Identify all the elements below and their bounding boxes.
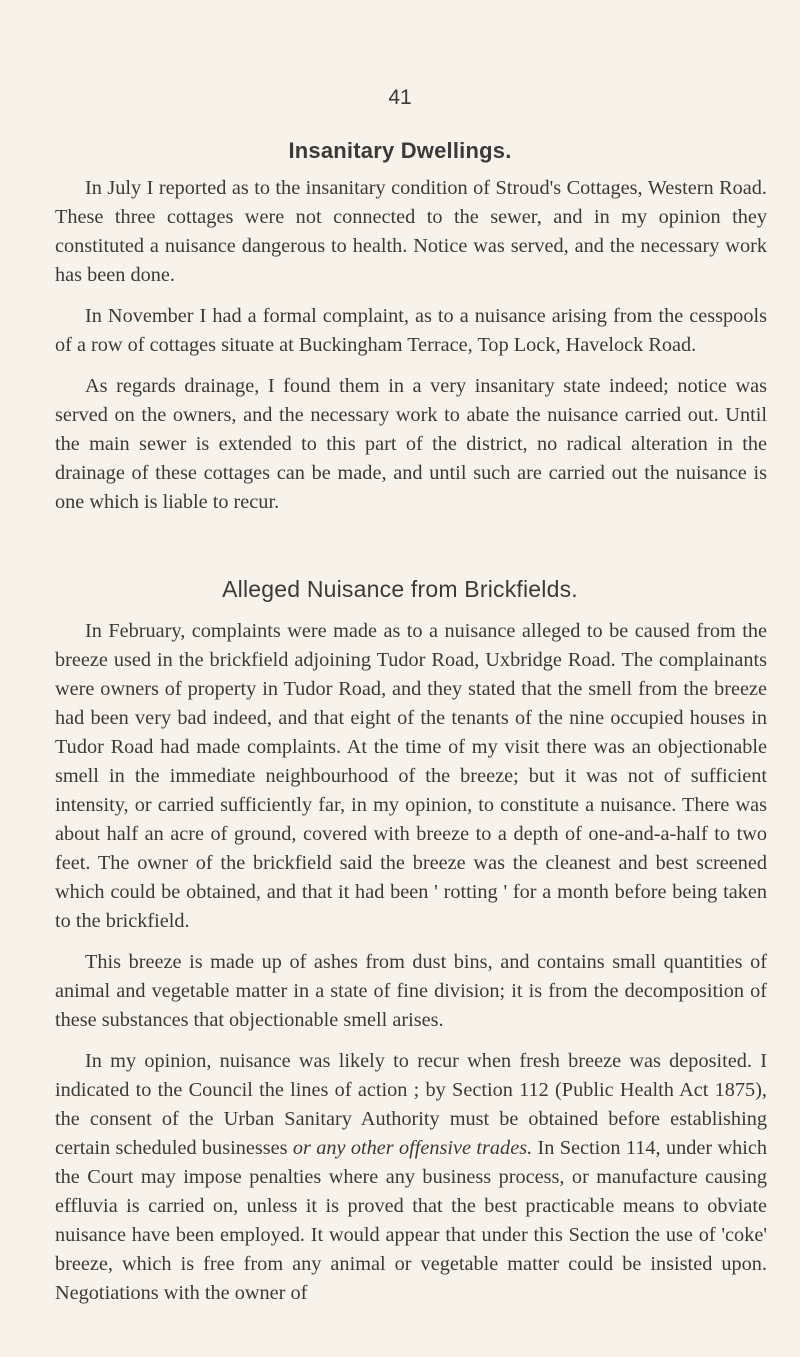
paragraph: As regards drainage, I found them in a very insanitary state indeed; notice was served on the owners, and the necessary work to abate the nuisance carried out. Until the main sewer is extended to this part of the district, no radical alteration in the drainage of these cottages can be made, and until such are carried out the nuisance is one which is liable to recur. bbox=[55, 375, 767, 513]
paragraph: In November I had a formal complaint, as to a nuisance arising from the cesspools of a row of cottages situate at Buckingham Terrace, Top Lock, Havelock Road. bbox=[55, 305, 767, 356]
page-number: 41 bbox=[388, 86, 412, 109]
section-body-insanitary-dwellings bbox=[55, 174, 767, 529]
section-body-alleged-nuisance bbox=[55, 617, 767, 1320]
text-run: In Section 114, under which the Court may impose penalties where any business process, or manufacture causing effluvia is carried on, unless it is proved that the best practicable means to obviate nuisance have been employed. It would appear that under this Section the use of 'coke' breeze, which is free from any animal or vegetable matter could be insisted upon. Negotiations with the owner of bbox=[55, 1137, 768, 1304]
paragraph: In February, complaints were made as to a nuisance alleged to be caused from the breeze used in the brickfield adjoining Tudor Road, Uxbridge Road. The complainants were owners of property in Tudor Road, and they stated that the smell from the breeze had been very bad indeed, and that eight of the tenants of the nine occupied houses in Tudor Road had made complaints. At the time of my visit there was an objectionable smell in the immediate neighbourhood of the breeze; but it was not of sufficient intensity, or carried sufficiently far, in my opinion, to constitute a nuisance. There was about half an acre of ground, covered with breeze to a depth of one-and-a-half to two feet. The owner of the brickfield said the breeze was the cleanest and best screened which could be obtained, and that it had been ' rotting ' for a month before being taken to the brickfield. bbox=[55, 620, 767, 932]
italic-text-run: or any other offensive trades. bbox=[292, 1137, 533, 1159]
section-heading-alleged-nuisance: Alleged Nuisance from Brickfields. bbox=[222, 576, 578, 602]
paragraph: This breeze is made up of ashes from dust bins, and contains small quantities of animal and vegetable matter in a state of fine division; it is from the decomposition of these substances that objectionable smell arises. bbox=[55, 951, 767, 1031]
section-heading-insanitary-dwellings: Insanitary Dwellings. bbox=[288, 138, 512, 163]
text-run: In my opinion, nuisance was likely to recur when fresh breeze was deposited. I indicated to the Council the lines of action ; by Section 112 (Public Health Act 1875), the consent of the Urban Sanitary Authority must be obtained before establishing certain scheduled businesses bbox=[55, 1050, 767, 1159]
paragraph: In July I reported as to the insanitary condition of Stroud's Cottages, Western Road. These three cottages were not connected to the sewer, and in my opinion they constituted a nuisance dangerous to health. Notice was served, and the necessary work has been done. bbox=[55, 177, 767, 286]
paragraph-last bbox=[55, 1047, 767, 1308]
